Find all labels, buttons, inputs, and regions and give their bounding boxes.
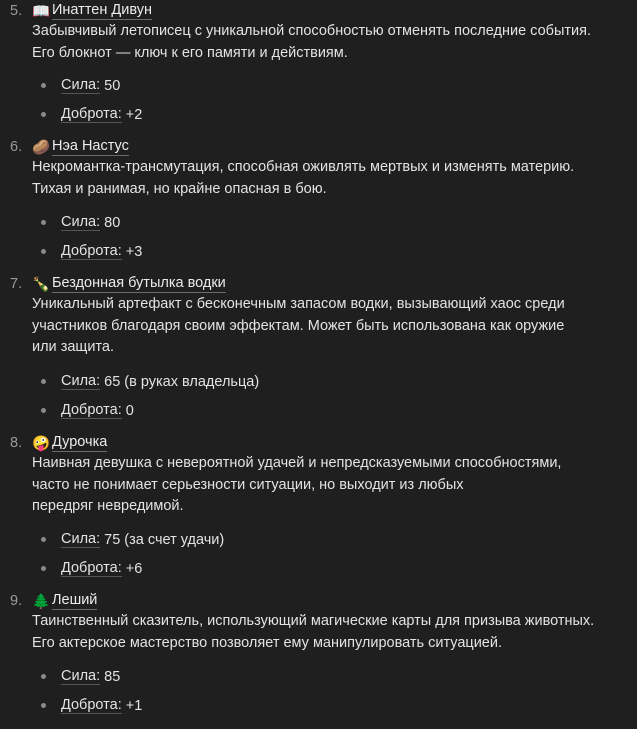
stat-value: 65 (в руках владельца) xyxy=(104,373,260,390)
bullet-icon xyxy=(41,379,46,384)
character-description xyxy=(32,21,622,64)
stat-value: 75 (за счет удачи) xyxy=(104,531,225,548)
stat-label: Доброта: xyxy=(61,106,122,122)
stat-label: Доброта: xyxy=(61,402,122,418)
description-line: Его актерское мастерство позволяет ему манипулировать ситуацией. xyxy=(32,634,502,651)
stat-label: Доброта: xyxy=(61,697,122,713)
description-line: Таинственный сказитель, использующий магические карты для призыва животных. xyxy=(32,613,595,629)
character-name: Нэа Настус xyxy=(52,138,129,154)
bullet-icon xyxy=(41,220,46,225)
list-number: 7. xyxy=(10,276,23,292)
character-name: Бездонная бутылка водки xyxy=(52,275,226,291)
description-line: Забывчивый летописец с уникальной способностью отменять последние события. xyxy=(32,23,592,39)
description-line: или защита. xyxy=(32,339,115,355)
list-number: 5. xyxy=(10,3,23,19)
entry-heading xyxy=(10,432,107,454)
bullet-icon xyxy=(41,703,46,708)
stat-strength xyxy=(32,208,142,237)
stat-label: Доброта: xyxy=(61,560,122,576)
stat-strength xyxy=(32,367,259,396)
zany-face-icon: 🤪 xyxy=(32,435,51,452)
list-number: 6. xyxy=(10,139,23,155)
character-description xyxy=(32,611,622,654)
stat-value: +6 xyxy=(125,560,143,577)
stat-value: +1 xyxy=(125,697,143,714)
stat-kindness xyxy=(32,554,224,583)
stat-kindness xyxy=(32,691,142,720)
list-number: 8. xyxy=(10,435,23,451)
description-line: Тихая и ранимая, но крайне опасная в бою. xyxy=(32,180,327,197)
stats-list xyxy=(32,662,142,720)
description-line: участников благодаря своим эффектам. Может быть использована как оружие xyxy=(32,317,565,334)
stats-list xyxy=(32,208,142,266)
list-number: 9. xyxy=(10,593,23,609)
potato-icon: 🥔 xyxy=(32,139,51,156)
stat-value: +3 xyxy=(125,243,143,260)
description-line: часто не понимает серьезности ситуации, но выходит из любых xyxy=(32,476,464,493)
stat-label: Сила: xyxy=(61,531,101,547)
bullet-icon xyxy=(41,249,46,254)
bullet-icon xyxy=(41,566,46,571)
character-name: Дурочка xyxy=(52,434,108,450)
character-description xyxy=(32,294,622,359)
stat-label: Сила: xyxy=(61,77,101,93)
entry-heading xyxy=(10,136,129,158)
stat-strength xyxy=(32,71,142,100)
character-name: Леший xyxy=(52,592,98,608)
bullet-icon xyxy=(41,112,46,117)
bullet-icon xyxy=(41,408,46,413)
stat-kindness xyxy=(32,396,259,425)
stats-list xyxy=(32,367,259,425)
description-line: Некромантка-трансмутация, способная оживлять мертвых и изменять материю. xyxy=(32,159,575,175)
stat-label: Сила: xyxy=(61,373,101,389)
stats-list xyxy=(32,71,142,129)
stat-value: 80 xyxy=(104,214,121,231)
stat-label: Доброта: xyxy=(61,243,122,259)
description-line: Наивная девушка с невероятной удачей и непредсказуемыми способностями, xyxy=(32,455,562,471)
stat-label: Сила: xyxy=(61,668,101,684)
character-description xyxy=(32,157,622,200)
bullet-icon xyxy=(41,83,46,88)
stat-value: 0 xyxy=(125,402,134,419)
character-description xyxy=(32,453,622,518)
bullet-icon xyxy=(41,674,46,679)
entry-heading xyxy=(10,273,226,295)
evergreen-tree-icon: 🌲 xyxy=(32,593,51,610)
stats-list xyxy=(32,525,224,583)
entry-heading xyxy=(10,0,152,22)
book-icon: 📖 xyxy=(32,3,51,20)
stat-kindness xyxy=(32,100,142,129)
stat-strength xyxy=(32,662,142,691)
stat-value: 85 xyxy=(104,668,121,685)
character-name: Инаттен Дивун xyxy=(52,2,152,18)
stat-strength xyxy=(32,525,224,554)
stat-value: +2 xyxy=(125,106,143,123)
stat-value: 50 xyxy=(104,77,121,94)
stat-label: Сила: xyxy=(61,214,101,230)
description-line: передряг невредимой. xyxy=(32,498,184,514)
description-line: Его блокнот — ключ к его памяти и действиям. xyxy=(32,44,348,61)
stat-kindness xyxy=(32,237,142,266)
bullet-icon xyxy=(41,537,46,542)
bottle-icon: 🍾 xyxy=(32,276,51,293)
description-line: Уникальный артефакт с бесконечным запасом водки, вызывающий хаос среди xyxy=(32,296,565,312)
entry-heading xyxy=(10,590,97,612)
